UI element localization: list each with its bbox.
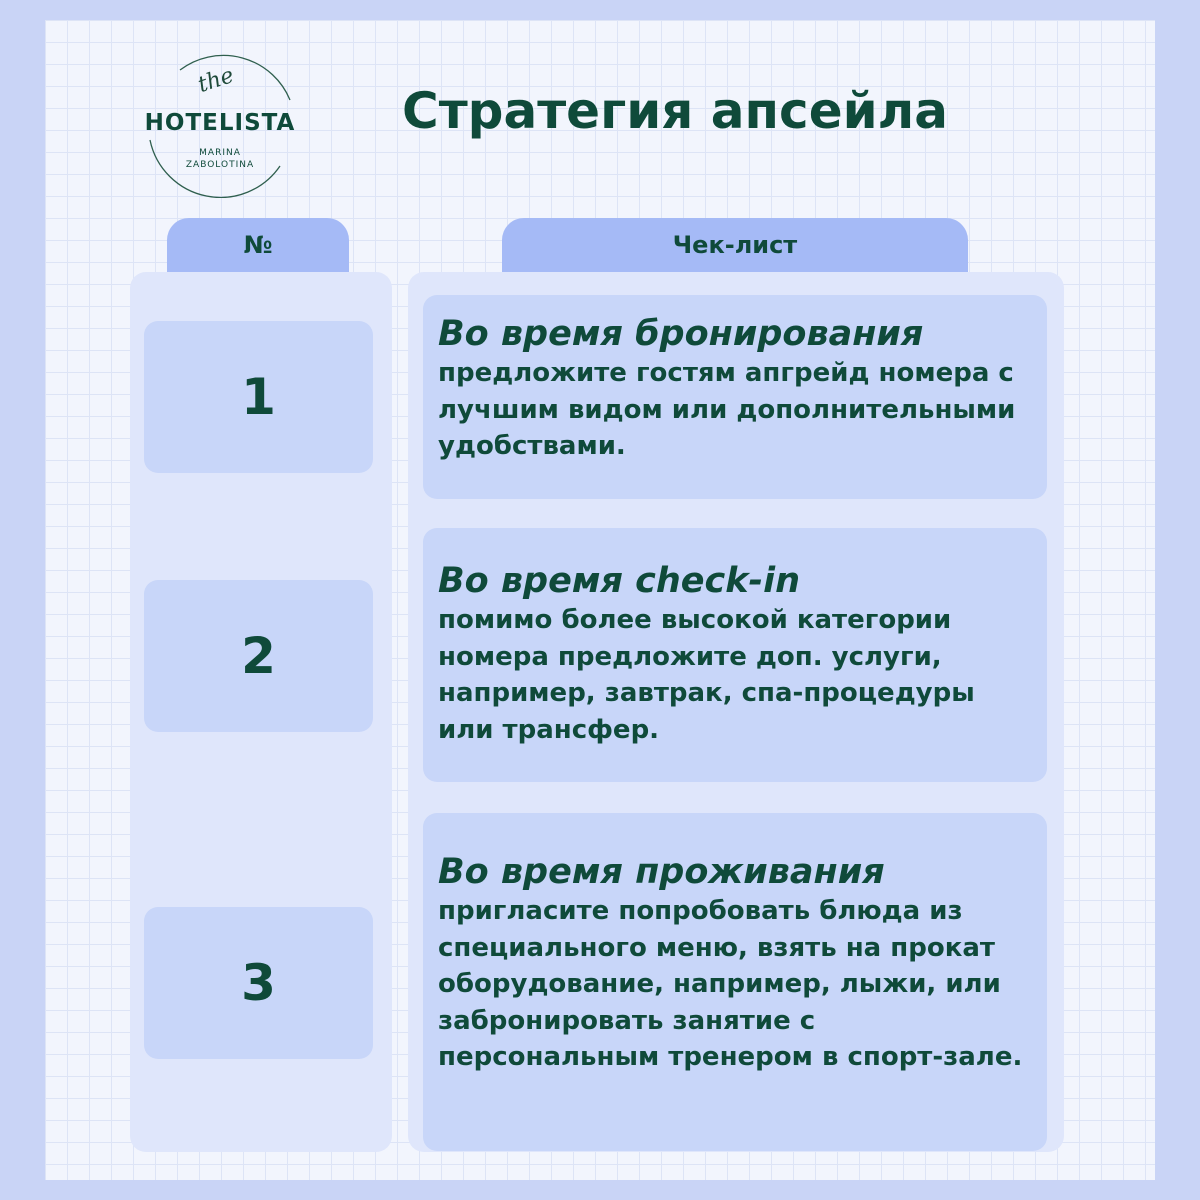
checklist-column-header: Чек-лист bbox=[502, 218, 968, 272]
checklist-card-3 bbox=[423, 813, 1047, 1151]
card-text: пригласите попробовать блюда из специального меню, взять на прокат оборудование, например, лыжи, или забронировать занятие с персональным тренером в спорт-зале. bbox=[438, 896, 1023, 1072]
row-number-2: 2 bbox=[144, 580, 373, 732]
page-title: Стратегия апсейла bbox=[402, 82, 948, 140]
checklist-card-2 bbox=[423, 528, 1047, 782]
logo-the-script: the bbox=[195, 63, 238, 98]
card-heading: Во время check-in bbox=[438, 561, 800, 601]
row-number-1: 1 bbox=[144, 321, 373, 473]
row-number-3: 3 bbox=[144, 907, 373, 1059]
logo-author-last: ZABOLOTINA bbox=[185, 160, 255, 170]
card-text: помимо более высокой категории номера предложите доп. услуги, например, завтрак, спа-процедуры или трансфер. bbox=[438, 605, 975, 745]
logo-wordmark: HOTELISTA bbox=[144, 110, 296, 136]
logo-author-first: MARINA bbox=[199, 148, 241, 158]
number-column-header: № bbox=[167, 218, 349, 272]
card-heading: Во время проживания bbox=[438, 852, 885, 892]
checklist-card-1 bbox=[423, 295, 1047, 499]
card-text: предложите гостям апгрейд номера с лучшим видом или дополнительными удобствами. bbox=[438, 358, 1016, 461]
hotelista-logo bbox=[140, 48, 300, 198]
card-heading: Во время бронирования bbox=[438, 314, 924, 354]
